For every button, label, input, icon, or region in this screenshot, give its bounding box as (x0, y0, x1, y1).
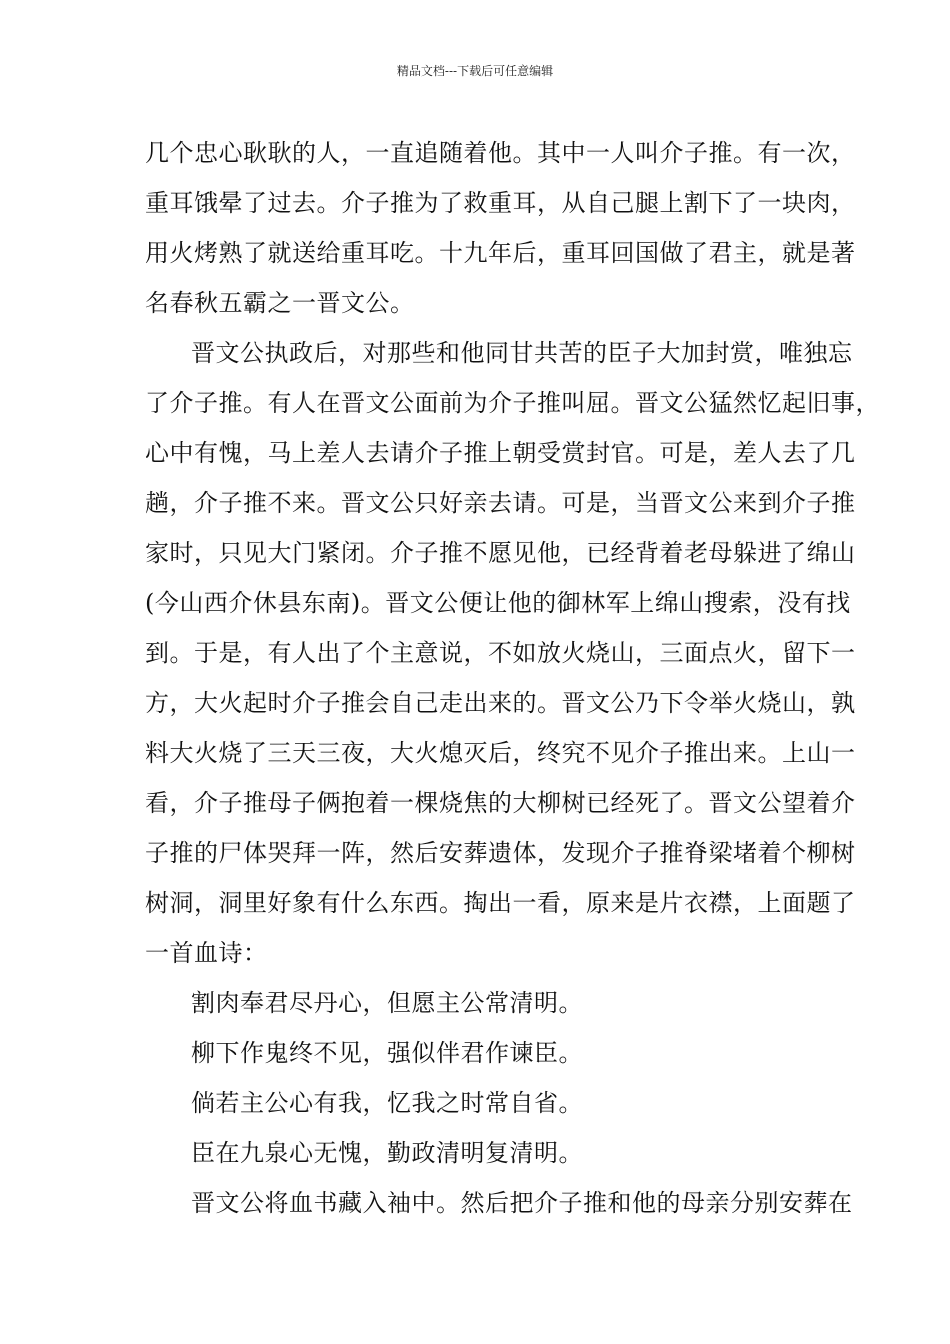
page-header: 精品文档---下载后可任意编辑 (396, 64, 554, 78)
body-text (145, 128, 880, 1228)
text-line: 到。于是，有人出了个主意说，不如放火烧山，三面点火，留下一 (145, 639, 856, 667)
text-line: 趟，介子推不来。晋文公只好亲去请。可是，当晋文公来到介子推 (145, 489, 856, 517)
text-line: 家时，只见大门紧闭。介子推不愿见他，已经背着老母躲进了绵山 (145, 539, 856, 567)
text-line: 一首血诗： (145, 939, 268, 967)
text-line: 用火烤熟了就送给重耳吃。十九年后，重耳回国做了君主，就是著 (145, 239, 856, 267)
text-line: 名春秋五霸之一晋文公。 (145, 289, 415, 317)
text-line: 几个忠心耿耿的人，一直追随着他。其中一人叫介子推。有一次， (145, 139, 856, 167)
text-line: 了介子推。有人在晋文公面前为介子推叫屈。晋文公猛然忆起旧事， (145, 389, 880, 417)
poem-line: 臣在九泉心无愧，勤政清明复清明。 (191, 1139, 583, 1167)
text-line: 方，大火起时介子推会自己走出来的。晋文公乃下令举火烧山，孰 (145, 689, 856, 717)
text-line: 料大火烧了三天三夜，大火熄灭后，终究不见介子推出来。上山一 (145, 739, 856, 767)
text-line: (今山西介休县东南)。晋文公便让他的御林军上绵山搜索，没有找 (145, 589, 851, 617)
paragraph-first-line: 晋文公将血书藏入袖中。然后把介子推和他的母亲分别安葬在 (191, 1189, 853, 1217)
text-line: 看，介子推母子俩抱着一棵烧焦的大柳树已经死了。晋文公望着介 (145, 789, 856, 817)
poem-line: 倘若主公心有我，忆我之时常自省。 (191, 1089, 583, 1117)
poem-line: 柳下作鬼终不见，强似伴君作谏臣。 (191, 1039, 583, 1067)
text-line: 重耳饿晕了过去。介子推为了救重耳，从自己腿上割下了一块肉， (145, 189, 856, 217)
text-line: 子推的尸体哭拜一阵，然后安葬遗体，发现介子推脊梁堵着个柳树 (145, 839, 856, 867)
text-line: 心中有愧，马上差人去请介子推上朝受赏封官。可是，差人去了几 (145, 439, 856, 467)
poem-line: 割肉奉君尽丹心，但愿主公常清明。 (191, 989, 583, 1017)
paragraph-first-line: 晋文公执政后，对那些和他同甘共苦的臣子大加封赏，唯独忘 (191, 339, 853, 367)
text-line: 树洞，洞里好象有什么东西。掏出一看，原来是片衣襟，上面题了 (145, 889, 856, 917)
